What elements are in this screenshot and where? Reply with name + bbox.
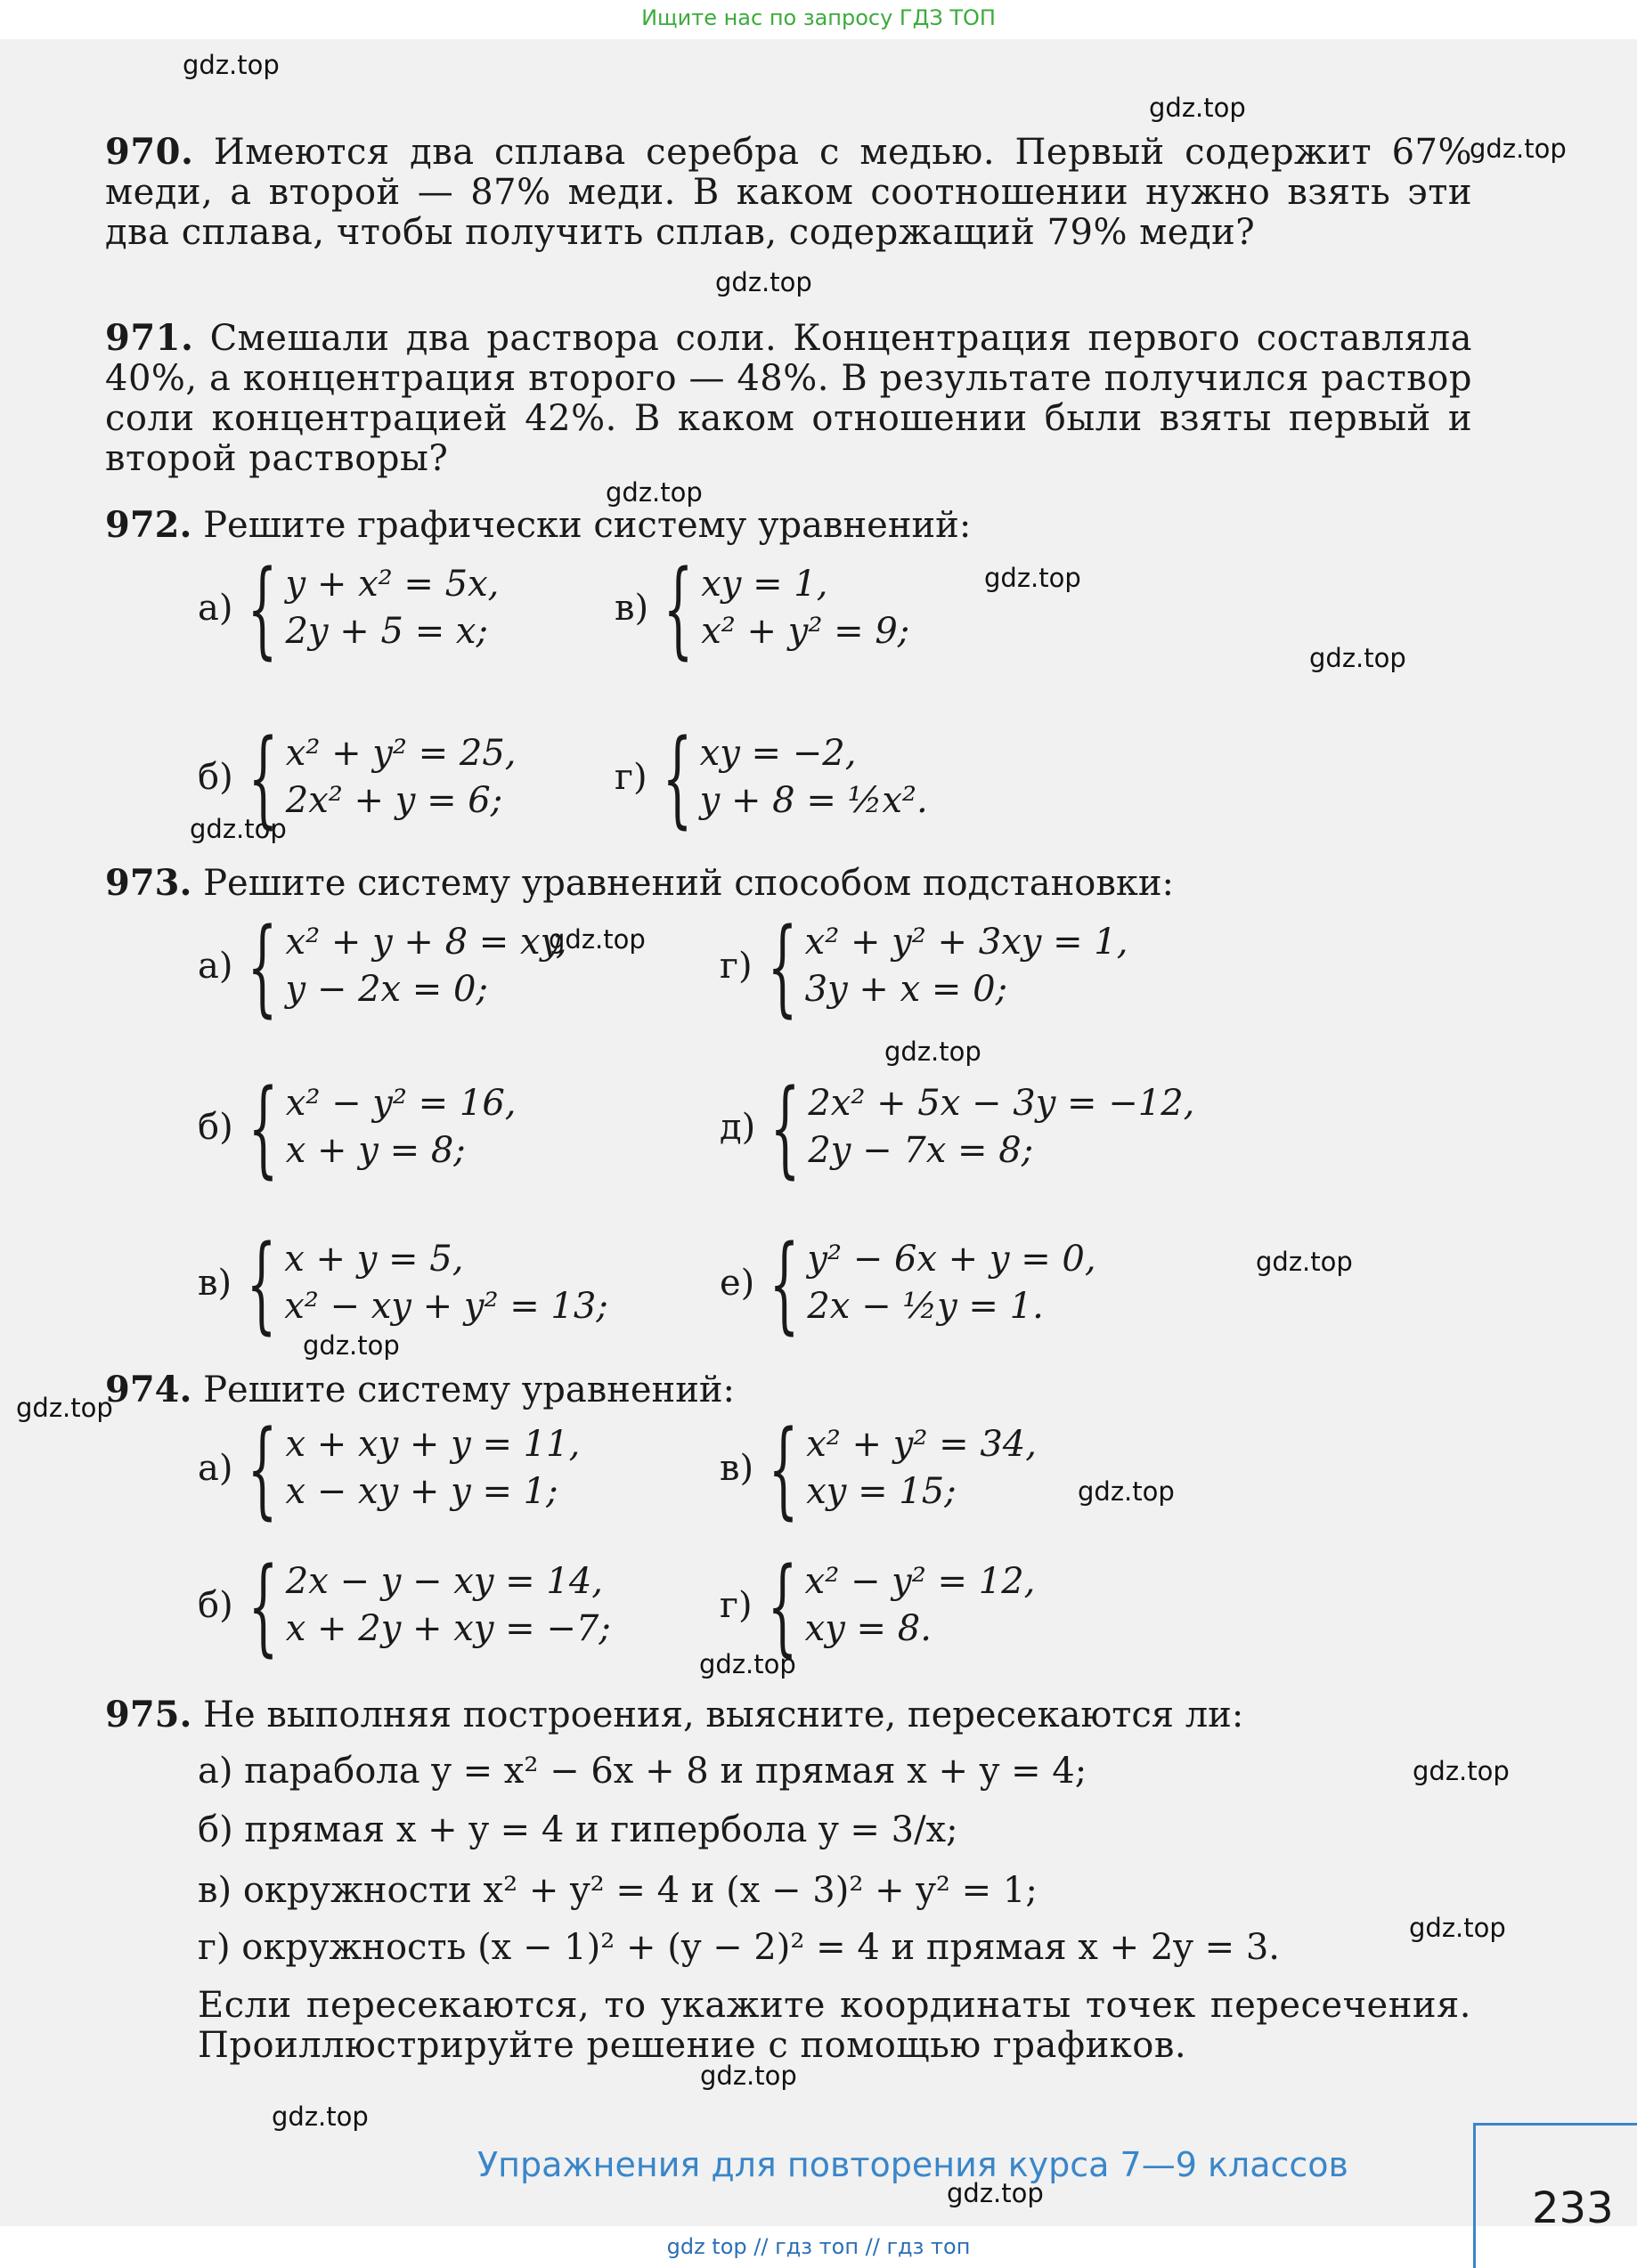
- equation: 2x² + 5x − 3y = −12,: [808, 1083, 1195, 1124]
- equation: y² − 6x + y = 0,: [807, 1239, 1096, 1280]
- brace-icon: {: [248, 1407, 278, 1530]
- system-974-b: [198, 1544, 611, 1667]
- problem-975: [105, 1694, 1243, 1736]
- equation: y + x² = 5x,: [285, 564, 500, 605]
- equation: x + y = 8;: [285, 1130, 466, 1171]
- problem-number: 971.: [105, 317, 194, 359]
- watermark: gdz.top: [606, 477, 703, 508]
- item-label: б): [198, 757, 233, 798]
- equation: x − xy + y = 1;: [285, 1471, 558, 1512]
- problem-number: 975.: [105, 1694, 192, 1736]
- equation: x + xy + y = 11,: [285, 1424, 581, 1465]
- page-number: 233: [1532, 2183, 1614, 2233]
- item-label: в): [720, 1448, 754, 1489]
- watermark: gdz.top: [272, 2101, 369, 2132]
- equation: xy = 15;: [806, 1471, 957, 1512]
- system-974-a: [198, 1407, 581, 1530]
- item-label: е): [720, 1263, 755, 1304]
- item-label: а): [198, 1448, 233, 1489]
- equation: x² + y² + 3xy = 1,: [804, 922, 1128, 963]
- watermark: gdz.top: [16, 1393, 113, 1423]
- brace-icon: {: [248, 1066, 279, 1189]
- equation: x² + y² = 34,: [806, 1424, 1037, 1465]
- equation: x² − y² = 12,: [804, 1561, 1036, 1602]
- system-973-d: [720, 1066, 1195, 1189]
- watermark: gdz.top: [1078, 1476, 1175, 1507]
- equation: 3y + x = 0;: [804, 969, 1008, 1010]
- equation: x² + y² = 9;: [701, 611, 910, 652]
- equation: 2y − 7x = 8;: [808, 1130, 1034, 1171]
- item-label: в): [615, 588, 649, 629]
- equation: 2x − y − xy = 14,: [285, 1561, 603, 1602]
- system-973-v: [198, 1222, 608, 1345]
- brace-icon: {: [246, 1222, 277, 1345]
- watermark: gdz.top: [1409, 1913, 1506, 1943]
- problem-text: Решите графически систему уравнений:: [203, 505, 972, 546]
- watermark: gdz.top: [1149, 93, 1246, 123]
- problem-975-tail: Если пересекаются, то укажите координаты точек пересечения. Проиллюстрируйте решение с помощью графиков.: [198, 1985, 1471, 2066]
- item-975-g: г) окружность (x − 1)² + (y − 2)² = 4 и прямая x + 2y = 3.: [198, 1927, 1280, 1968]
- brace-icon: {: [767, 1544, 797, 1667]
- system-973-e: [720, 1222, 1096, 1345]
- brace-icon: {: [769, 1222, 800, 1345]
- textbook-page: [0, 39, 1637, 2233]
- watermark: gdz.top: [715, 267, 812, 297]
- watermark: gdz.top: [1470, 134, 1567, 164]
- brace-icon: {: [767, 905, 797, 1028]
- watermark: gdz.top: [1413, 1756, 1510, 1786]
- watermark: gdz.top: [303, 1330, 400, 1361]
- watermark: gdz.top: [984, 563, 1081, 593]
- equation: xy = 1,: [701, 564, 828, 605]
- brace-icon: {: [248, 1544, 279, 1667]
- item-label: г): [720, 1585, 753, 1626]
- problem-number: 970.: [105, 131, 194, 173]
- brace-icon: {: [663, 547, 694, 670]
- problem-972: [105, 504, 971, 546]
- item-label: г): [720, 946, 753, 987]
- problem-text: Решите систему уравнений:: [203, 1370, 736, 1410]
- brace-icon: {: [768, 1407, 799, 1530]
- problem-970: [105, 132, 1472, 253]
- equation: y + 8 = ½x².: [699, 780, 928, 821]
- item-975-b: б) прямая x + y = 4 и гипербола y = 3/x;: [198, 1809, 958, 1850]
- system-974-g: [720, 1544, 1036, 1667]
- equation: x + 2y + xy = −7;: [285, 1608, 611, 1649]
- item-label: в): [198, 1263, 232, 1304]
- item-label: г): [615, 757, 647, 798]
- problem-text: Не выполняя построения, выясните, пересекаются ли:: [203, 1695, 1244, 1736]
- bottom-banner[interactable]: gdz top // гдз топ // гдз топ: [666, 2234, 971, 2259]
- brace-icon: {: [248, 716, 279, 839]
- equation: 2x² + y = 6;: [285, 780, 503, 821]
- top-banner[interactable]: Ищите нас по запросу ГДЗ ТОП: [641, 5, 996, 30]
- problem-971: [105, 318, 1472, 479]
- item-label: б): [198, 1107, 233, 1148]
- system-972-a: [198, 547, 500, 670]
- brace-icon: {: [248, 905, 278, 1028]
- equation: xy = −2,: [699, 733, 857, 774]
- system-973-a: [198, 905, 567, 1028]
- system-973-g: [720, 905, 1128, 1028]
- problem-number: 974.: [105, 1369, 192, 1410]
- system-974-v: [720, 1407, 1037, 1530]
- equation: 2x − ½y = 1.: [807, 1286, 1044, 1327]
- system-972-g: [615, 716, 928, 839]
- equation: x² − xy + y² = 13;: [284, 1286, 608, 1327]
- item-label: б): [198, 1585, 233, 1626]
- watermark: gdz.top: [1256, 1247, 1353, 1277]
- item-label: а): [198, 946, 233, 987]
- problem-973: [105, 862, 1174, 904]
- problem-number: 973.: [105, 862, 192, 904]
- problem-number: 972.: [105, 504, 192, 546]
- problem-text: Смешали два раствора соли. Концентрация первого составляла 40%, а концентрация второго — 48%. В результате получился раствор соли концентрацией 42%. В каком отношении были взяты первый и второй растворы?: [105, 318, 1472, 479]
- system-973-b: [198, 1066, 517, 1189]
- item-975-a: а) парабола y = x² − 6x + 8 и прямая x + y = 4;: [198, 1751, 1087, 1792]
- problem-974: [105, 1369, 735, 1410]
- equation: 2y + 5 = x;: [285, 611, 488, 652]
- watermark: gdz.top: [700, 2061, 797, 2091]
- watermark: gdz.top: [699, 1649, 796, 1679]
- watermark: gdz.top: [1309, 643, 1406, 673]
- watermark: gdz.top: [183, 50, 280, 80]
- section-title: Упражнения для повторения курса 7—9 классов: [477, 2145, 1348, 2184]
- watermark: gdz.top: [190, 814, 287, 844]
- equation: y − 2x = 0;: [285, 969, 488, 1010]
- equation: x² − y² = 16,: [285, 1083, 517, 1124]
- watermark: gdz.top: [549, 924, 646, 955]
- problem-text: Имеются два сплава серебра с медью. Первый содержит 67% меди, а второй — 87% меди. В каком соотношении нужно взять эти два сплава, чтобы получить сплав, содержащий 79% меди?: [105, 132, 1472, 253]
- equation: xy = 8.: [804, 1608, 932, 1649]
- brace-icon: {: [770, 1066, 801, 1189]
- item-label: а): [198, 588, 233, 629]
- brace-icon: {: [248, 547, 278, 670]
- equation: x² + y + 8 = xy,: [285, 922, 567, 963]
- equation: x² + y² = 25,: [285, 733, 517, 774]
- system-972-v: [615, 547, 910, 670]
- problem-text: Решите систему уравнений способом подстановки:: [203, 863, 1175, 904]
- item-label: д): [720, 1107, 756, 1148]
- watermark: gdz.top: [947, 2178, 1044, 2208]
- brace-icon: {: [662, 716, 692, 839]
- watermark: gdz.top: [884, 1036, 981, 1067]
- equation: x + y = 5,: [284, 1239, 464, 1280]
- item-975-v: в) окружности x² + y² = 4 и (x − 3)² + y² = 1;: [198, 1870, 1038, 1911]
